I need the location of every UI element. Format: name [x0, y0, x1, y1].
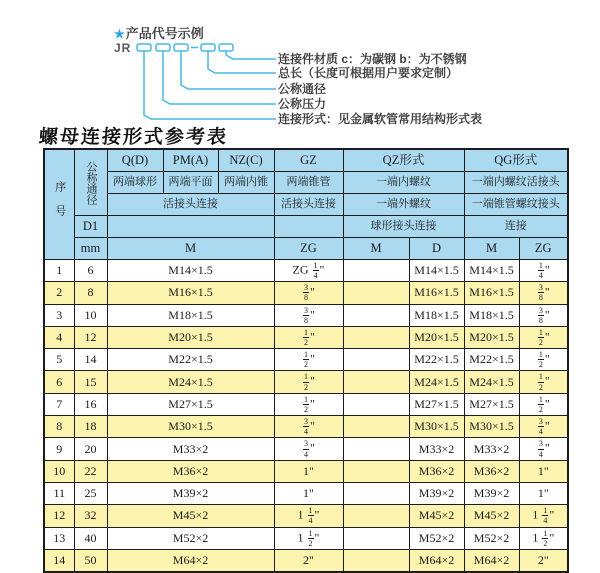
- header-group-qz: QZ形式: [343, 149, 464, 172]
- header-mm: mm: [74, 238, 107, 260]
- table-cell: $\frac{1}{2}$ ": [519, 371, 568, 393]
- table-cell: 2": [519, 549, 568, 572]
- header-row-d1: [44, 216, 568, 238]
- code-label-material: 连接件材质 c：为碳钢 b：为不锈钢: [278, 52, 467, 66]
- table-cell: M16×1.5: [107, 282, 274, 304]
- table-cell: M33×2: [464, 438, 519, 460]
- table-cell: 1: [44, 260, 74, 282]
- diagram-title-text: 产品代号示例: [125, 26, 204, 41]
- header-group-qd: Q(D): [107, 149, 163, 172]
- table-cell: M36×2: [464, 460, 519, 482]
- leader-line: [144, 51, 276, 119]
- table-cell: M30×1.5: [464, 416, 519, 438]
- table-cell: 1": [274, 460, 343, 482]
- table-cell: [343, 505, 409, 527]
- code-box: [174, 44, 188, 51]
- code-box: [156, 44, 170, 51]
- table-cell: $\frac{3}{4}$ ": [519, 416, 568, 438]
- table-cell: 8: [74, 282, 107, 304]
- table-cell: M18×1.5: [464, 304, 519, 326]
- table-cell: [343, 282, 409, 304]
- leader-line: [208, 51, 276, 73]
- table-cell: [343, 393, 409, 415]
- table-cell: 10: [44, 460, 74, 482]
- table-cell: $\frac{3}{8}$ ": [274, 282, 343, 304]
- table-cell: 4: [44, 326, 74, 348]
- code-label-length: 总长（长度可根据用户要求定制）: [278, 66, 459, 80]
- table-cell: M52×2: [464, 527, 519, 549]
- table-cell: 20: [74, 438, 107, 460]
- header-group-gz: GZ: [274, 149, 343, 172]
- header-conn-union2: 活接头连接: [274, 194, 343, 216]
- table-cell: ZG $\frac{1}{4}$ ": [274, 260, 343, 282]
- table-cell: M64×2: [409, 549, 464, 572]
- table-cell: [343, 416, 409, 438]
- header-type-pma: 两端平面: [163, 172, 218, 194]
- table-cell: [343, 482, 409, 504]
- table-cell: 32: [74, 505, 107, 527]
- header-zg2: ZG: [519, 238, 568, 260]
- table-cell: $\frac{1}{2}$ ": [274, 371, 343, 393]
- header-conn-union1: 活接头连接: [107, 194, 274, 216]
- table-cell: M27×1.5: [409, 393, 464, 415]
- table-row: [44, 505, 568, 527]
- table-cell: M33×2: [107, 438, 274, 460]
- table-cell: M30×1.5: [409, 416, 464, 438]
- table-cell: 14: [74, 349, 107, 371]
- table-title: 螺母连接形式参考表: [38, 126, 229, 148]
- header-zg1: ZG: [274, 238, 343, 260]
- header-type-qd: 两端球形: [107, 172, 163, 194]
- table-cell: [343, 371, 409, 393]
- table-cell: M24×1.5: [409, 371, 464, 393]
- table-cell: 1 $\frac{1}{2}$ ": [519, 527, 568, 549]
- header-group-pma: PM(A): [163, 149, 218, 172]
- table-cell: $\frac{1}{4}$ ": [519, 260, 568, 282]
- table-cell: 15: [74, 371, 107, 393]
- table-row: [44, 393, 568, 415]
- header-blank1: [107, 216, 274, 238]
- table-row: [44, 326, 568, 348]
- header-dn: 公称通径: [74, 149, 107, 216]
- table-cell: 40: [74, 527, 107, 549]
- table-cell: M27×1.5: [107, 393, 274, 415]
- table-cell: [343, 304, 409, 326]
- header-d1: D1: [74, 216, 107, 238]
- header-group-nzc: NZ(C): [218, 149, 274, 172]
- table-cell: 2": [274, 549, 343, 572]
- table-cell: M22×1.5: [107, 349, 274, 371]
- table-cell: M14×1.5: [409, 260, 464, 282]
- table-cell: M33×2: [409, 438, 464, 460]
- table-cell: M27×1.5: [464, 393, 519, 415]
- nut-connection-table: [43, 148, 569, 573]
- table-cell: M20×1.5: [464, 326, 519, 348]
- table-cell: 3: [44, 304, 74, 326]
- table-cell: M14×1.5: [107, 260, 274, 282]
- table-cell: [343, 549, 409, 572]
- table-cell: $\frac{1}{2}$ ": [274, 393, 343, 415]
- diagram-title: [114, 23, 204, 42]
- table-cell: $\frac{3}{4}$ ": [274, 438, 343, 460]
- table-cell: M36×2: [107, 460, 274, 482]
- table-cell: 9: [44, 438, 74, 460]
- table-cell: M39×2: [409, 482, 464, 504]
- table-cell: M30×1.5: [107, 416, 274, 438]
- table-row: [44, 349, 568, 371]
- table-cell: 12: [44, 505, 74, 527]
- table-cell: M14×1.5: [464, 260, 519, 282]
- table-cell: 11: [44, 482, 74, 504]
- table-cell: 1": [519, 460, 568, 482]
- table-cell: 8: [44, 416, 74, 438]
- table-cell: 10: [74, 304, 107, 326]
- table-cell: M20×1.5: [107, 326, 274, 348]
- table-row: [44, 438, 568, 460]
- table-cell: 16: [74, 393, 107, 415]
- table-cell: 22: [74, 460, 107, 482]
- table-cell: $\frac{1}{2}$ ": [519, 326, 568, 348]
- table-cell: 50: [74, 549, 107, 572]
- header-blank2: [274, 216, 343, 238]
- table-cell: 7: [44, 393, 74, 415]
- header-connect: 连接: [464, 216, 568, 238]
- table-row: [44, 371, 568, 393]
- table-cell: M22×1.5: [464, 349, 519, 371]
- table-cell: [343, 438, 409, 460]
- table-cell: 1 $\frac{1}{4}$ ": [519, 505, 568, 527]
- header-row-types: [44, 172, 568, 194]
- table-cell: $\frac{1}{2}$ ": [274, 349, 343, 371]
- header-type-gz: 两端锥管: [274, 172, 343, 194]
- code-label-pressure: 公称压力: [278, 97, 327, 111]
- table-cell: [343, 349, 409, 371]
- table-cell: 12: [74, 326, 107, 348]
- table-cell: 6: [44, 371, 74, 393]
- table-cell: M18×1.5: [409, 304, 464, 326]
- header-ball-joint: 球形接头连接: [343, 216, 464, 238]
- table-cell: M22×1.5: [409, 349, 464, 371]
- table-row: [44, 304, 568, 326]
- table-cell: 14: [44, 549, 74, 572]
- header-group-qg: QG形式: [464, 149, 568, 172]
- code-box: [219, 44, 233, 51]
- table-cell: $\frac{1}{2}$ ": [519, 349, 568, 371]
- table-cell: 6: [74, 260, 107, 282]
- table-cell: M64×2: [464, 549, 519, 572]
- table-row: [44, 260, 568, 282]
- table-cell: 2: [44, 282, 74, 304]
- table-cell: M18×1.5: [107, 304, 274, 326]
- table-cell: 1 $\frac{1}{4}$ ": [274, 505, 343, 527]
- table-cell: 1": [519, 482, 568, 504]
- table-cell: 13: [44, 527, 74, 549]
- table-cell: M16×1.5: [409, 282, 464, 304]
- table-cell: M16×1.5: [464, 282, 519, 304]
- table-cell: M36×2: [409, 460, 464, 482]
- table-row: [44, 460, 568, 482]
- table-cell: $\frac{3}{8}$ ": [519, 282, 568, 304]
- table-cell: $\frac{1}{2}$ ": [519, 393, 568, 415]
- table-cell: M24×1.5: [107, 371, 274, 393]
- table-cell: M24×1.5: [464, 371, 519, 393]
- table-cell: M45×2: [107, 505, 274, 527]
- table-cell: M45×2: [464, 505, 519, 527]
- table-cell: M45×2: [409, 505, 464, 527]
- leader-line: [226, 51, 276, 59]
- table-row: [44, 527, 568, 549]
- code-box: [201, 44, 215, 51]
- code-prefix: JR: [114, 41, 132, 55]
- table-cell: M52×2: [409, 527, 464, 549]
- table-cell: $\frac{1}{2}$ ": [274, 326, 343, 348]
- table-row: [44, 549, 568, 572]
- header-m3: M: [464, 238, 519, 260]
- table-body: [44, 260, 568, 573]
- table-cell: $\frac{3}{8}$ ": [519, 304, 568, 326]
- header-m1: M: [107, 238, 274, 260]
- header-m2: M: [343, 238, 409, 260]
- code-box: [137, 44, 151, 51]
- header-d: D: [409, 238, 464, 260]
- header-row-connection: [44, 194, 568, 216]
- table-cell: 1 $\frac{1}{2}$ ": [274, 527, 343, 549]
- header-type-qz: 一端内螺纹: [343, 172, 464, 194]
- table-cell: 25: [74, 482, 107, 504]
- table-row: [44, 282, 568, 304]
- table-cell: 5: [44, 349, 74, 371]
- header-conn-taper: 一端锥管螺纹接头: [464, 194, 568, 216]
- table-cell: [343, 527, 409, 549]
- table-cell: 18: [74, 416, 107, 438]
- table-cell: M39×2: [107, 482, 274, 504]
- header-conn-ext-thread: 一端外螺纹: [343, 194, 464, 216]
- header-type-qg: 一端内螺纹活接头: [464, 172, 568, 194]
- table-cell: [343, 326, 409, 348]
- header-row-groups: [44, 149, 568, 172]
- table-row: [44, 416, 568, 438]
- table-cell: M39×2: [464, 482, 519, 504]
- table-cell: $\frac{3}{4}$ ": [519, 438, 568, 460]
- table-cell: $\frac{3}{4}$ ": [274, 416, 343, 438]
- table-cell: [343, 260, 409, 282]
- table-cell: [343, 460, 409, 482]
- header-seq: 序号: [44, 149, 74, 260]
- header-type-nzc: 两端内锥: [218, 172, 274, 194]
- table-cell: M20×1.5: [409, 326, 464, 348]
- table-cell: $\frac{3}{8}$ ": [274, 304, 343, 326]
- code-label-connection: 连接形式：见金属软管常用结构形式表: [278, 112, 483, 126]
- table-cell: M64×2: [107, 549, 274, 572]
- table-cell: 1": [274, 482, 343, 504]
- table-cell: M52×2: [107, 527, 274, 549]
- header-row-units: [44, 238, 568, 260]
- star-icon: ★: [114, 27, 125, 41]
- table-row: [44, 482, 568, 504]
- code-label-diameter: 公称通径: [278, 82, 327, 96]
